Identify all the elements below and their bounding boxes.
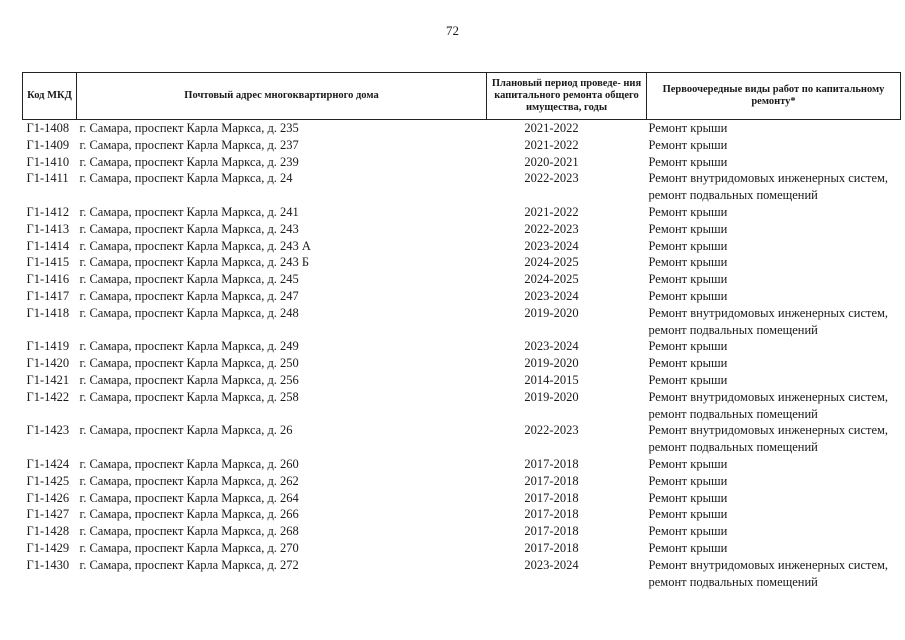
period-cell: 2021-2022 [524,204,579,219]
address-cell: г. Самара, проспект Карла Маркса, д. 243 [79,221,299,236]
address-cell: г. Самара, проспект Карла Маркса, д. 260 [79,456,299,471]
works-cell [647,238,901,255]
mkd-code-cell: Г1-1417 [26,288,70,303]
works-cell [647,473,901,490]
works-line: ремонт подвальных помещений [648,574,818,589]
works-line: Ремонт крыши [648,356,728,371]
mkd-code-cell: Г1-1429 [26,540,70,555]
period-cell: 2017-2018 [524,473,579,488]
period-cell: 2020-2021 [524,154,579,169]
table-row [23,238,901,255]
works-line: Ремонт внутридомовых инженерных систем, [648,389,889,404]
works-line: Ремонт крыши [648,121,728,135]
period-cell: 2022-2023 [524,171,579,186]
mkd-code-cell: Г1-1409 [26,137,70,152]
mkd-code-cell: Г1-1415 [26,255,70,270]
works-cell [647,389,901,423]
works-cell [647,254,901,271]
address-cell: г. Самара, проспект Карла Маркса, д. 262 [79,473,299,488]
period-cell: 2022-2023 [524,221,579,236]
works-cell [647,523,901,540]
works-cell [647,338,901,355]
address-cell: г. Самара, проспект Карла Маркса, д. 239 [79,154,299,169]
address-cell: г. Самара, проспект Карла Маркса, д. 258 [79,389,299,404]
table-row [23,422,901,456]
works-cell [647,170,901,204]
header-address: Почтовый адрес многоквартирного дома [77,73,487,120]
table-row [23,473,901,490]
works-cell [647,456,901,473]
address-cell: г. Самара, проспект Карла Маркса, д. 245 [79,272,299,287]
table-row [23,523,901,540]
works-cell [647,506,901,523]
works-cell [647,372,901,389]
mkd-code-cell: Г1-1426 [26,490,70,505]
period-cell: 2017-2018 [524,507,579,522]
mkd-code-cell: Г1-1411 [26,171,69,186]
works-cell [647,490,901,507]
table-row [23,271,901,288]
address-cell: г. Самара, проспект Карла Маркса, д. 264 [79,490,299,505]
period-cell: 2023-2024 [524,238,579,253]
address-cell: г. Самара, проспект Карла Маркса, д. 243 Б [79,255,310,270]
table-body [23,120,901,591]
table-row [23,204,901,221]
table-row [23,305,901,339]
table-row [23,137,901,154]
works-line: Ремонт внутридомовых инженерных систем, [648,171,889,186]
works-cell [647,305,901,339]
address-cell: г. Самара, проспект Карла Маркса, д. 268 [79,524,299,539]
table-row [23,372,901,389]
address-cell: г. Самара, проспект Карла Маркса, д. 249 [79,339,299,354]
address-cell: г. Самара, проспект Карла Маркса, д. 235 [79,121,299,135]
works-line: Ремонт крыши [648,490,728,505]
period-cell: 2023-2024 [524,557,579,572]
works-line: Ремонт крыши [648,221,728,236]
table-row [23,506,901,523]
works-line: ремонт подвальных помещений [648,406,818,421]
table-row [23,338,901,355]
works-line: Ремонт внутридомовых инженерных систем, [648,305,889,320]
address-cell: г. Самара, проспект Карла Маркса, д. 243 А [79,238,311,253]
period-cell: 2022-2023 [524,423,579,438]
mkd-code-cell: Г1-1414 [26,238,70,253]
address-cell: г. Самара, проспект Карла Маркса, д. 266 [79,507,299,522]
address-cell: г. Самара, проспект Карла Маркса, д. 241 [79,204,299,219]
header-works: Первоочередные виды работ по капитальному ремонту* [647,73,901,120]
works-line: Ремонт крыши [648,272,728,287]
works-cell [647,557,901,591]
works-line: Ремонт внутридомовых инженерных систем, [648,423,889,438]
mkd-code-cell: Г1-1424 [26,456,70,471]
mkd-code-cell: Г1-1408 [26,121,70,135]
mkd-code-cell: Г1-1416 [26,272,70,287]
works-cell [647,154,901,171]
table-row [23,254,901,271]
table-row [23,355,901,372]
address-cell: г. Самара, проспект Карла Маркса, д. 256 [79,372,299,387]
table-header [23,73,901,120]
works-line: Ремонт крыши [648,456,728,471]
works-line: Ремонт крыши [648,540,728,555]
address-cell: г. Самара, проспект Карла Маркса, д. 24 [79,171,293,186]
table-row [23,170,901,204]
period-cell: 2019-2020 [524,356,579,371]
works-cell [647,288,901,305]
period-cell: 2017-2018 [524,490,579,505]
capital-repair-table [22,72,901,590]
mkd-code-cell: Г1-1430 [26,557,70,572]
works-line: ремонт подвальных помещений [648,440,818,455]
period-cell: 2024-2025 [524,255,579,270]
mkd-code-cell: Г1-1427 [26,507,70,522]
mkd-code-cell: Г1-1425 [26,473,70,488]
mkd-code-cell: Г1-1423 [26,423,70,438]
period-cell: 2023-2024 [524,339,579,354]
period-cell: 2019-2020 [524,305,579,320]
period-cell: 2023-2024 [524,288,579,303]
address-cell: г. Самара, проспект Карла Маркса, д. 270 [79,540,299,555]
works-line: Ремонт крыши [648,255,728,270]
table-row [23,120,901,137]
mkd-code-cell: Г1-1413 [26,221,70,236]
period-cell: 2014-2015 [524,372,579,387]
header-code: Код МКД [23,73,77,120]
mkd-code-cell: Г1-1418 [26,305,70,320]
period-cell: 2017-2018 [524,524,579,539]
table-row [23,456,901,473]
works-cell [647,137,901,154]
works-cell [647,221,901,238]
table-row [23,490,901,507]
page-number: 72 [446,23,459,38]
period-cell: 2021-2022 [524,121,579,135]
period-cell: 2021-2022 [524,137,579,152]
works-line: Ремонт крыши [648,524,728,539]
works-cell [647,204,901,221]
table-row [23,221,901,238]
address-cell: г. Самара, проспект Карла Маркса, д. 248 [79,305,299,320]
works-cell [647,120,901,137]
mkd-code-cell: Г1-1410 [26,154,70,169]
address-cell: г. Самара, проспект Карла Маркса, д. 247 [79,288,299,303]
mkd-code-cell: Г1-1428 [26,524,70,539]
period-cell: 2024-2025 [524,272,579,287]
works-line: ремонт подвальных помещений [648,188,818,203]
works-line: Ремонт крыши [648,154,728,169]
works-line: Ремонт крыши [648,372,728,387]
table-row [23,540,901,557]
works-cell [647,355,901,372]
works-cell [647,422,901,456]
works-cell [647,540,901,557]
works-line: Ремонт внутридомовых инженерных систем, [648,557,889,572]
mkd-code-cell: Г1-1422 [26,389,70,404]
mkd-code-cell: Г1-1421 [26,372,70,387]
address-cell: г. Самара, проспект Карла Маркса, д. 272 [79,557,299,572]
works-line: ремонт подвальных помещений [648,322,818,337]
table-row [23,288,901,305]
works-line: Ремонт крыши [648,238,728,253]
mkd-code-cell: Г1-1420 [26,356,70,371]
period-cell: 2017-2018 [524,456,579,471]
works-line: Ремонт крыши [648,137,728,152]
mkd-code-cell: Г1-1419 [26,339,70,354]
header-period: Плановый период проведе- ния капитального ремонта общего имущества, годы [487,73,647,120]
works-line: Ремонт крыши [648,507,728,522]
works-cell [647,271,901,288]
address-cell: г. Самара, проспект Карла Маркса, д. 26 [79,423,293,438]
works-line: Ремонт крыши [648,204,728,219]
table-row [23,557,901,591]
table-row [23,389,901,423]
works-line: Ремонт крыши [648,339,728,354]
mkd-code-cell: Г1-1412 [26,204,70,219]
period-cell: 2017-2018 [524,540,579,555]
table-row [23,154,901,171]
works-line: Ремонт крыши [648,473,728,488]
period-cell: 2019-2020 [524,389,579,404]
address-cell: г. Самара, проспект Карла Маркса, д. 237 [79,137,299,152]
works-line: Ремонт крыши [648,288,728,303]
address-cell: г. Самара, проспект Карла Маркса, д. 250 [79,356,299,371]
